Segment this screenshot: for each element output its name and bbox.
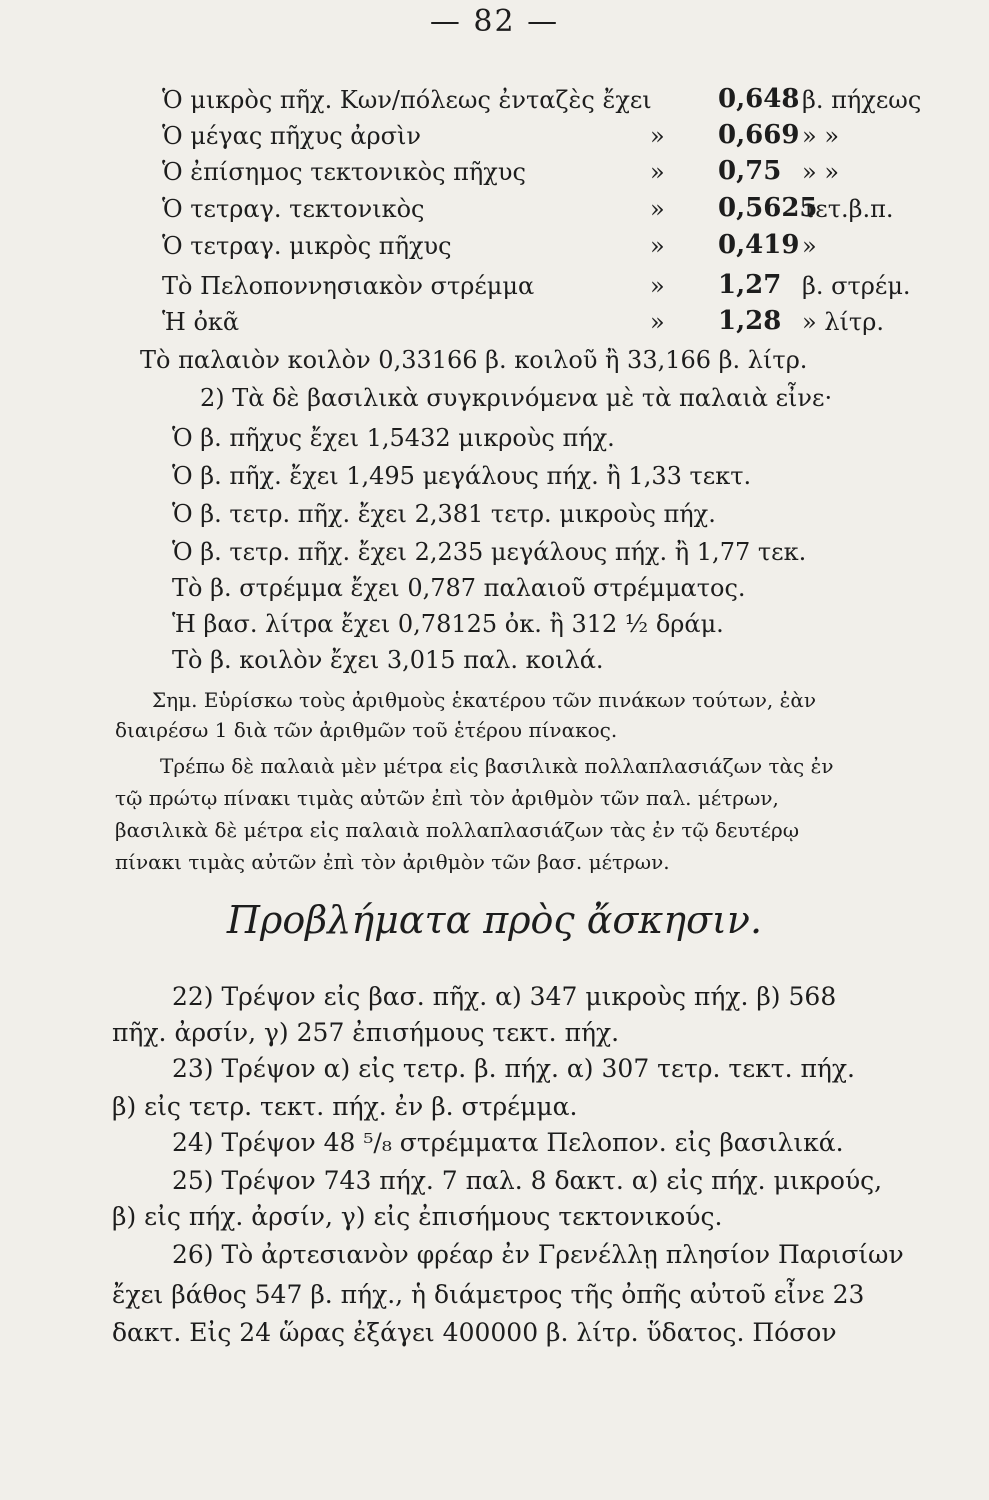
problem-line: δακτ. Εἰς 24 ὥρας ἐξάγει 400000 β. λίτρ. ὕδατος. Πόσον [112, 1318, 837, 1347]
table-row: Ὁ ἐπίσημος τεκτονικὸς πῆχυς » 0,75 » » [162, 156, 839, 186]
text-line: Τὸ β. κοιλὸν ἔχει 3,015 παλ. κοιλά. [172, 646, 604, 674]
problem-line: 26) Τὸ ἀρτεσιανὸν φρέαρ ἐν Γρενέλλῃ πλησίον Παρισίων [172, 1240, 904, 1269]
note-line: Τρέπω δὲ παλαιὰ μὲν μέτρα εἰς βασιλικὰ πολλαπλασιάζων τὰς ἐν [160, 754, 834, 778]
problem-line: β) εἰς τετρ. τεκτ. πήχ. ἐν β. στρέμμα. [112, 1092, 578, 1121]
table-row: Ὁ τετραγ. τεκτονικὸς » 0,5625 τετ.β.π. [162, 193, 894, 223]
text-line: Ὁ β. πῆχυς ἔχει 1,5432 μικροὺς πήχ. [172, 424, 615, 452]
note-line: τῷ πρώτῳ πίνακι τιμὰς αὐτῶν ἐπὶ τὸν ἀριθμὸν τῶν παλ. μέτρων, [115, 786, 779, 810]
table-row: Ὁ τετραγ. μικρὸς πῆχυς » 0,419 » [162, 230, 817, 260]
problem-line: 23) Τρέψον α) εἰς τετρ. β. πήχ. α) 307 τετρ. τεκτ. πήχ. [172, 1054, 856, 1083]
table-row: Τὸ Πελοποννησιακὸν στρέμμα » 1,27 β. στρέμ. [162, 270, 911, 300]
problem-line: 22) Τρέψον εἰς βασ. πῆχ. α) 347 μικροὺς πήχ. β) 568 [172, 982, 837, 1011]
text-line: Ὁ β. τετρ. πῆχ. ἔχει 2,381 τετρ. μικροὺς πήχ. [172, 500, 716, 528]
table-row: Ἡ ὀκᾶ » 1,28 » λίτρ. [162, 306, 884, 336]
note-line: πίνακι τιμὰς αὐτῶν ἐπὶ τὸν ἀριθμὸν τῶν βασ. μέτρων. [115, 850, 670, 874]
problem-line: 24) Τρέψον 48 ⁵/₈ στρέμματα Πελοπον. εἰς βασιλικά. [172, 1128, 844, 1157]
section-heading: Προβλήματα πρὸς ἄσκησιν. [226, 898, 763, 942]
problem-line: 25) Τρέψον 743 πήχ. 7 παλ. 8 δακτ. α) εἰς πήχ. μικρούς, [172, 1166, 883, 1195]
text-line: Ὁ β. πῆχ. ἔχει 1,495 μεγάλους πήχ. ἢ 1,33 τεκτ. [172, 462, 752, 490]
text-line: Ὁ β. τετρ. πῆχ. ἔχει 2,235 μεγάλους πήχ. ἢ 1,77 τεκ. [172, 538, 807, 566]
text-line: 2) Τὰ δὲ βασιλικὰ συγκρινόμενα μὲ τὰ παλαιὰ εἶνε· [200, 384, 833, 412]
page-number: — 82 — [429, 4, 560, 39]
note-line: βασιλικὰ δὲ μέτρα εἰς παλαιὰ πολλαπλασιάζων τὰς ἐν τῷ δευτέρῳ [115, 818, 800, 842]
problem-line: ἔχει βάθος 547 β. πήχ., ἡ διάμετρος τῆς ὀπῆς αὐτοῦ εἶνε 23 [112, 1280, 865, 1309]
text-line: Ἡ βασ. λίτρα ἔχει 0,78125 ὀκ. ἢ 312 ½ δράμ. [172, 610, 724, 638]
table-row: Ὁ μικρὸς πῆχ. Κων/πόλεως ἐνταζὲς ἔχει 0,648 β. πήχεως [162, 84, 922, 114]
note-line: διαιρέσω 1 διὰ τῶν ἀριθμῶν τοῦ ἑτέρου πίνακος. [115, 718, 618, 742]
note-line: Σημ. Εὑρίσκω τοὺς ἀριθμοὺς ἑκατέρου τῶν πινάκων τούτων, ἐὰν [152, 688, 816, 712]
text-line: Τὸ β. στρέμμα ἔχει 0,787 παλαιοῦ στρέμματος. [172, 574, 746, 602]
problem-line: πῆχ. ἀρσίν, γ) 257 ἐπισήμους τεκτ. πήχ. [112, 1018, 620, 1047]
text-line: Τὸ παλαιὸν κοιλὸν 0,33166 β. κοιλοῦ ἢ 33,166 β. λίτρ. [140, 346, 808, 374]
problem-line: β) εἰς πήχ. ἀρσίν, γ) εἰς ἐπισήμους τεκτονικούς. [112, 1202, 723, 1231]
table-row: Ὁ μέγας πῆχυς ἀρσὶν » 0,669 » » [162, 120, 839, 150]
